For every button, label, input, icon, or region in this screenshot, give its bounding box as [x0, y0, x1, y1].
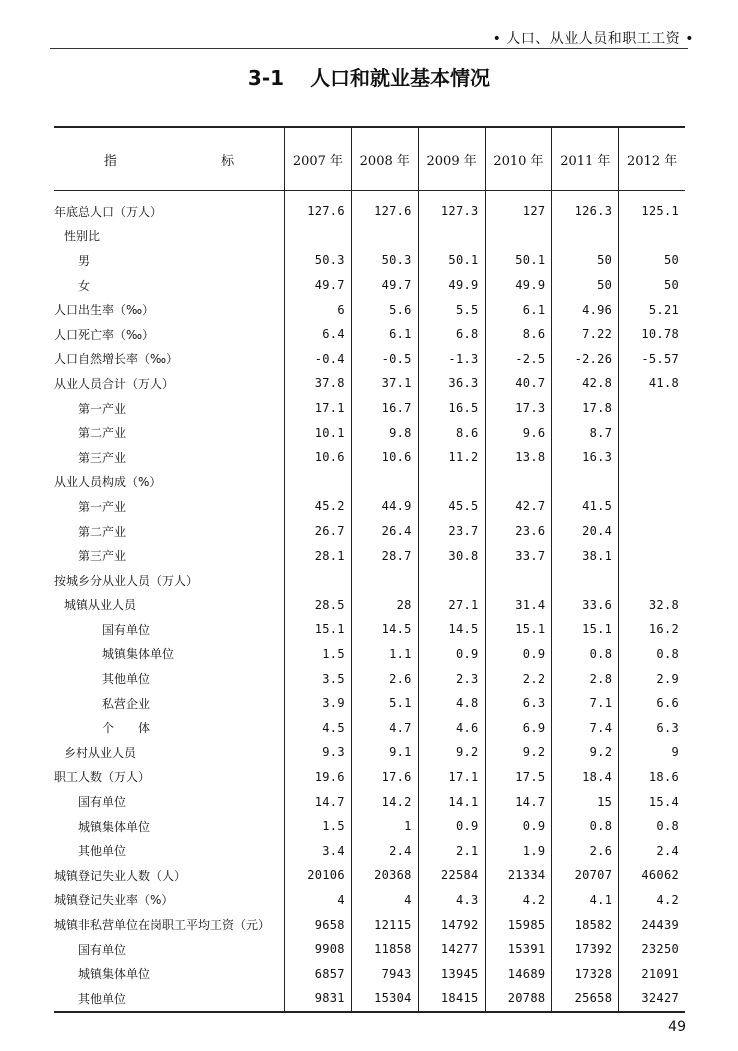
- cell-value: [619, 494, 685, 519]
- cell-value: 15304: [351, 986, 418, 1012]
- table-row: [54, 789, 685, 814]
- table-row: [54, 273, 685, 298]
- cell-value: [619, 445, 685, 470]
- cell-value: 9: [619, 740, 685, 765]
- cell-value: 50.3: [285, 248, 352, 273]
- cell-value: 6.1: [485, 297, 552, 322]
- cell-value: 2.8: [552, 666, 619, 691]
- row-label: 第三产业: [78, 450, 127, 465]
- cell-value: 6.4: [285, 322, 352, 347]
- table-row: [54, 224, 685, 249]
- cell-value: 20.4: [552, 519, 619, 544]
- cell-value: 28: [351, 593, 418, 618]
- cell-value: 50.1: [418, 248, 485, 273]
- cell-value: 15: [552, 789, 619, 814]
- table-row: [54, 838, 685, 863]
- cell-value: 127.6: [351, 191, 418, 224]
- table-row: [54, 888, 685, 913]
- table-row: [54, 863, 685, 888]
- cell-value: 0.9: [485, 642, 552, 667]
- cell-value: 4.5: [285, 715, 352, 740]
- cell-value: 9908: [285, 937, 352, 962]
- cell-value: 44.9: [351, 494, 418, 519]
- table-row: [54, 519, 685, 544]
- cell-value: 15985: [485, 912, 552, 937]
- cell-value: 16.2: [619, 617, 685, 642]
- cell-value: -0.4: [285, 347, 352, 372]
- cell-value: [552, 470, 619, 495]
- cell-value: 14689: [485, 961, 552, 986]
- cell-value: 4.1: [552, 888, 619, 913]
- cell-value: 50: [619, 273, 685, 298]
- year-header: 2010 年: [485, 127, 552, 191]
- cell-value: [418, 224, 485, 249]
- year-header: 2011 年: [552, 127, 619, 191]
- cell-value: 27.1: [418, 593, 485, 618]
- cell-value: 17.5: [485, 765, 552, 790]
- cell-value: 32.8: [619, 593, 685, 618]
- cell-value: 24439: [619, 912, 685, 937]
- cell-value: 8.6: [485, 322, 552, 347]
- row-label: 城镇从业人员: [64, 598, 137, 613]
- table-header-row: [54, 127, 685, 191]
- row-label: 第一产业: [78, 499, 127, 514]
- cell-value: 6.1: [351, 322, 418, 347]
- cell-value: 49.7: [285, 273, 352, 298]
- cell-value: -2.5: [485, 347, 552, 372]
- table-row: [54, 445, 685, 470]
- cell-value: 14.2: [351, 789, 418, 814]
- table-row: [54, 666, 685, 691]
- cell-value: 6.3: [619, 715, 685, 740]
- row-label: 男: [78, 253, 91, 268]
- cell-value: 23.6: [485, 519, 552, 544]
- cell-value: 6857: [285, 961, 352, 986]
- year-header: 2012 年: [619, 127, 685, 191]
- table-row: [54, 912, 685, 937]
- cell-value: 6.3: [485, 691, 552, 716]
- cell-value: 17392: [552, 937, 619, 962]
- page-number: 49: [668, 1019, 686, 1035]
- cell-value: [485, 470, 552, 495]
- cell-value: 10.1: [285, 420, 352, 445]
- cell-value: [619, 568, 685, 593]
- cell-value: 8.6: [418, 420, 485, 445]
- cell-value: 7943: [351, 961, 418, 986]
- cell-value: 13945: [418, 961, 485, 986]
- cell-value: 1: [351, 814, 418, 839]
- table-row: [54, 961, 685, 986]
- cell-value: 37.1: [351, 371, 418, 396]
- table-row: [54, 248, 685, 273]
- cell-value: 20707: [552, 863, 619, 888]
- cell-value: 7.22: [552, 322, 619, 347]
- row-label: 女: [78, 278, 91, 293]
- cell-value: [552, 568, 619, 593]
- cell-value: [552, 224, 619, 249]
- cell-value: 5.21: [619, 297, 685, 322]
- row-label: 人口出生率（‰）: [54, 303, 155, 318]
- cell-value: 2.1: [418, 838, 485, 863]
- cell-value: 23250: [619, 937, 685, 962]
- cell-value: 21334: [485, 863, 552, 888]
- row-label: 私营企业: [102, 696, 151, 711]
- cell-value: 9831: [285, 986, 352, 1012]
- row-label: 城镇集体单位: [78, 967, 151, 982]
- cell-value: 13.8: [485, 445, 552, 470]
- indicator-header: [54, 127, 285, 191]
- cell-value: 17.8: [552, 396, 619, 421]
- cell-value: 2.2: [485, 666, 552, 691]
- cell-value: 12115: [351, 912, 418, 937]
- cell-value: 30.8: [418, 543, 485, 568]
- cell-value: 11858: [351, 937, 418, 962]
- cell-value: 31.4: [485, 593, 552, 618]
- indicator-header-char-2: 标: [221, 153, 235, 169]
- table-row: [54, 191, 685, 224]
- cell-value: 49.9: [418, 273, 485, 298]
- cell-value: 22584: [418, 863, 485, 888]
- cell-value: 127.6: [285, 191, 352, 224]
- row-label: 从业人员合计（万人）: [54, 376, 175, 391]
- cell-value: 15391: [485, 937, 552, 962]
- cell-value: 2.9: [619, 666, 685, 691]
- cell-value: 50.1: [485, 248, 552, 273]
- row-label: 城镇集体单位: [78, 819, 151, 834]
- cell-value: 4.96: [552, 297, 619, 322]
- cell-value: 2.4: [351, 838, 418, 863]
- running-header: • 人口、从业人员和职工工资 •: [492, 31, 694, 47]
- cell-value: -5.57: [619, 347, 685, 372]
- cell-value: 17.6: [351, 765, 418, 790]
- cell-value: 15.1: [285, 617, 352, 642]
- row-label: 第一产业: [78, 401, 127, 416]
- cell-value: 9.3: [285, 740, 352, 765]
- cell-value: [418, 568, 485, 593]
- table-row: [54, 814, 685, 839]
- cell-value: 0.8: [619, 642, 685, 667]
- cell-value: [485, 568, 552, 593]
- cell-value: 0.8: [552, 642, 619, 667]
- table-row: [54, 715, 685, 740]
- cell-value: 42.8: [552, 371, 619, 396]
- cell-value: 1.5: [285, 642, 352, 667]
- cell-value: 20368: [351, 863, 418, 888]
- cell-value: 50: [552, 248, 619, 273]
- cell-value: 4.6: [418, 715, 485, 740]
- cell-value: [351, 470, 418, 495]
- year-header: 2007 年: [285, 127, 352, 191]
- cell-value: 0.8: [619, 814, 685, 839]
- cell-value: 1.1: [351, 642, 418, 667]
- cell-value: 0.8: [552, 814, 619, 839]
- population-employment-table: [54, 126, 685, 1013]
- year-header: 2008 年: [351, 127, 418, 191]
- table-row: [54, 642, 685, 667]
- cell-value: 9.2: [418, 740, 485, 765]
- row-label: 从业人员构成（%）: [54, 475, 162, 490]
- row-label: 按城乡分从业人员（万人）: [54, 573, 199, 588]
- cell-value: 17.1: [418, 765, 485, 790]
- cell-value: [285, 568, 352, 593]
- cell-value: [619, 470, 685, 495]
- cell-value: [485, 224, 552, 249]
- cell-value: 4.2: [619, 888, 685, 913]
- cell-value: 46062: [619, 863, 685, 888]
- cell-value: 9.2: [485, 740, 552, 765]
- row-label: 人口自然增长率（‰）: [54, 352, 179, 367]
- cell-value: -1.3: [418, 347, 485, 372]
- row-label: 其他单位: [78, 844, 127, 859]
- cell-value: 32427: [619, 986, 685, 1012]
- cell-value: 14792: [418, 912, 485, 937]
- cell-value: 4: [285, 888, 352, 913]
- cell-value: 11.2: [418, 445, 485, 470]
- cell-value: 4.8: [418, 691, 485, 716]
- cell-value: [619, 396, 685, 421]
- cell-value: 15.1: [552, 617, 619, 642]
- table-row: [54, 494, 685, 519]
- cell-value: 36.3: [418, 371, 485, 396]
- cell-value: 26.7: [285, 519, 352, 544]
- cell-value: 6.9: [485, 715, 552, 740]
- header-divider: [50, 48, 688, 49]
- row-label: 人口死亡率（‰）: [54, 327, 155, 342]
- cell-value: 40.7: [485, 371, 552, 396]
- row-label: 城镇登记失业人数（人）: [54, 868, 187, 883]
- row-label: 国有单位: [102, 622, 151, 637]
- cell-value: 8.7: [552, 420, 619, 445]
- cell-value: 25658: [552, 986, 619, 1012]
- cell-value: 41.5: [552, 494, 619, 519]
- cell-value: 15.1: [485, 617, 552, 642]
- cell-value: 7.1: [552, 691, 619, 716]
- cell-value: [285, 224, 352, 249]
- cell-value: 9.1: [351, 740, 418, 765]
- cell-value: 5.5: [418, 297, 485, 322]
- cell-value: 125.1: [619, 191, 685, 224]
- table-row: [54, 740, 685, 765]
- cell-value: 16.3: [552, 445, 619, 470]
- cell-value: 28.7: [351, 543, 418, 568]
- cell-value: 37.8: [285, 371, 352, 396]
- cell-value: 49.7: [351, 273, 418, 298]
- row-label: 城镇非私营单位在岗职工平均工资（元）: [54, 918, 271, 933]
- cell-value: 21091: [619, 961, 685, 986]
- cell-value: 127: [485, 191, 552, 224]
- row-label: 第二产业: [78, 426, 127, 441]
- cell-value: 33.7: [485, 543, 552, 568]
- row-label: 第二产业: [78, 524, 127, 539]
- cell-value: 14.1: [418, 789, 485, 814]
- cell-value: 10.6: [351, 445, 418, 470]
- cell-value: -0.5: [351, 347, 418, 372]
- cell-value: 17328: [552, 961, 619, 986]
- cell-value: 6: [285, 297, 352, 322]
- table-row: [54, 765, 685, 790]
- table-row: [54, 297, 685, 322]
- cell-value: 14.7: [285, 789, 352, 814]
- cell-value: 9.8: [351, 420, 418, 445]
- cell-value: 50: [552, 273, 619, 298]
- year-header: 2009 年: [418, 127, 485, 191]
- cell-value: [418, 470, 485, 495]
- cell-value: [619, 519, 685, 544]
- table-row: [54, 470, 685, 495]
- cell-value: 14.5: [418, 617, 485, 642]
- cell-value: 38.1: [552, 543, 619, 568]
- cell-value: 41.8: [619, 371, 685, 396]
- table-row: [54, 420, 685, 445]
- cell-value: 20788: [485, 986, 552, 1012]
- cell-value: 18415: [418, 986, 485, 1012]
- row-label: 国有单位: [78, 795, 127, 810]
- cell-value: 26.4: [351, 519, 418, 544]
- cell-value: 28.1: [285, 543, 352, 568]
- cell-value: 4.2: [485, 888, 552, 913]
- table-title-text: 人口和就业基本情况: [310, 66, 491, 90]
- cell-value: -2.26: [552, 347, 619, 372]
- cell-value: 2.6: [351, 666, 418, 691]
- cell-value: [619, 543, 685, 568]
- row-label: 乡村从业人员: [64, 745, 137, 760]
- table-row: [54, 986, 685, 1012]
- cell-value: 2.4: [619, 838, 685, 863]
- table-row: [54, 396, 685, 421]
- cell-value: 4.7: [351, 715, 418, 740]
- row-label: 个 体: [102, 721, 151, 736]
- row-label: 其他单位: [102, 672, 151, 687]
- row-label: 国有单位: [78, 942, 127, 957]
- table-row: [54, 691, 685, 716]
- cell-value: 5.1: [351, 691, 418, 716]
- cell-value: 18.4: [552, 765, 619, 790]
- row-label: 职工人数（万人）: [54, 770, 151, 785]
- cell-value: 18582: [552, 912, 619, 937]
- cell-value: 4: [351, 888, 418, 913]
- cell-value: 20106: [285, 863, 352, 888]
- cell-value: 2.6: [552, 838, 619, 863]
- cell-value: 15.4: [619, 789, 685, 814]
- table-row: [54, 322, 685, 347]
- cell-value: 14277: [418, 937, 485, 962]
- table-row: [54, 937, 685, 962]
- cell-value: 5.6: [351, 297, 418, 322]
- cell-value: 16.5: [418, 396, 485, 421]
- cell-value: [619, 224, 685, 249]
- cell-value: 3.9: [285, 691, 352, 716]
- cell-value: [351, 224, 418, 249]
- cell-value: 17.3: [485, 396, 552, 421]
- cell-value: 28.5: [285, 593, 352, 618]
- cell-value: [285, 470, 352, 495]
- cell-value: [619, 420, 685, 445]
- table-row: [54, 568, 685, 593]
- cell-value: 16.7: [351, 396, 418, 421]
- row-label: 其他单位: [54, 986, 285, 1012]
- cell-value: 14.7: [485, 789, 552, 814]
- cell-value: 50: [619, 248, 685, 273]
- cell-value: 9.6: [485, 420, 552, 445]
- table-body: [54, 191, 685, 1012]
- row-label: 年底总人口（万人）: [54, 204, 163, 219]
- cell-value: 9658: [285, 912, 352, 937]
- cell-value: 10.6: [285, 445, 352, 470]
- row-label: 城镇集体单位: [102, 647, 175, 662]
- cell-value: 127.3: [418, 191, 485, 224]
- cell-value: 2.3: [418, 666, 485, 691]
- cell-value: 23.7: [418, 519, 485, 544]
- row-label: 性别比: [64, 229, 101, 244]
- cell-value: 49.9: [485, 273, 552, 298]
- cell-value: 0.9: [485, 814, 552, 839]
- cell-value: 9.2: [552, 740, 619, 765]
- cell-value: 0.9: [418, 642, 485, 667]
- table-row: [54, 543, 685, 568]
- cell-value: [351, 568, 418, 593]
- cell-value: 42.7: [485, 494, 552, 519]
- table-number: 3-1: [247, 66, 285, 90]
- cell-value: 14.5: [351, 617, 418, 642]
- cell-value: 33.6: [552, 593, 619, 618]
- table-row: [54, 347, 685, 372]
- cell-value: 7.4: [552, 715, 619, 740]
- cell-value: 45.5: [418, 494, 485, 519]
- cell-value: 10.78: [619, 322, 685, 347]
- indicator-header-char-1: 指: [103, 153, 117, 169]
- cell-value: 18.6: [619, 765, 685, 790]
- cell-value: 4.3: [418, 888, 485, 913]
- table-row: [54, 617, 685, 642]
- cell-value: 45.2: [285, 494, 352, 519]
- cell-value: 1.9: [485, 838, 552, 863]
- cell-value: 3.5: [285, 666, 352, 691]
- cell-value: 1.5: [285, 814, 352, 839]
- row-label: 城镇登记失业率（%）: [54, 893, 174, 908]
- cell-value: 17.1: [285, 396, 352, 421]
- cell-value: 6.6: [619, 691, 685, 716]
- cell-value: 19.6: [285, 765, 352, 790]
- table-title: [0, 62, 738, 91]
- cell-value: 126.3: [552, 191, 619, 224]
- cell-value: 0.9: [418, 814, 485, 839]
- cell-value: 3.4: [285, 838, 352, 863]
- cell-value: 50.3: [351, 248, 418, 273]
- cell-value: 6.8: [418, 322, 485, 347]
- table-row: [54, 371, 685, 396]
- table-row: [54, 593, 685, 618]
- row-label: 第三产业: [78, 549, 127, 564]
